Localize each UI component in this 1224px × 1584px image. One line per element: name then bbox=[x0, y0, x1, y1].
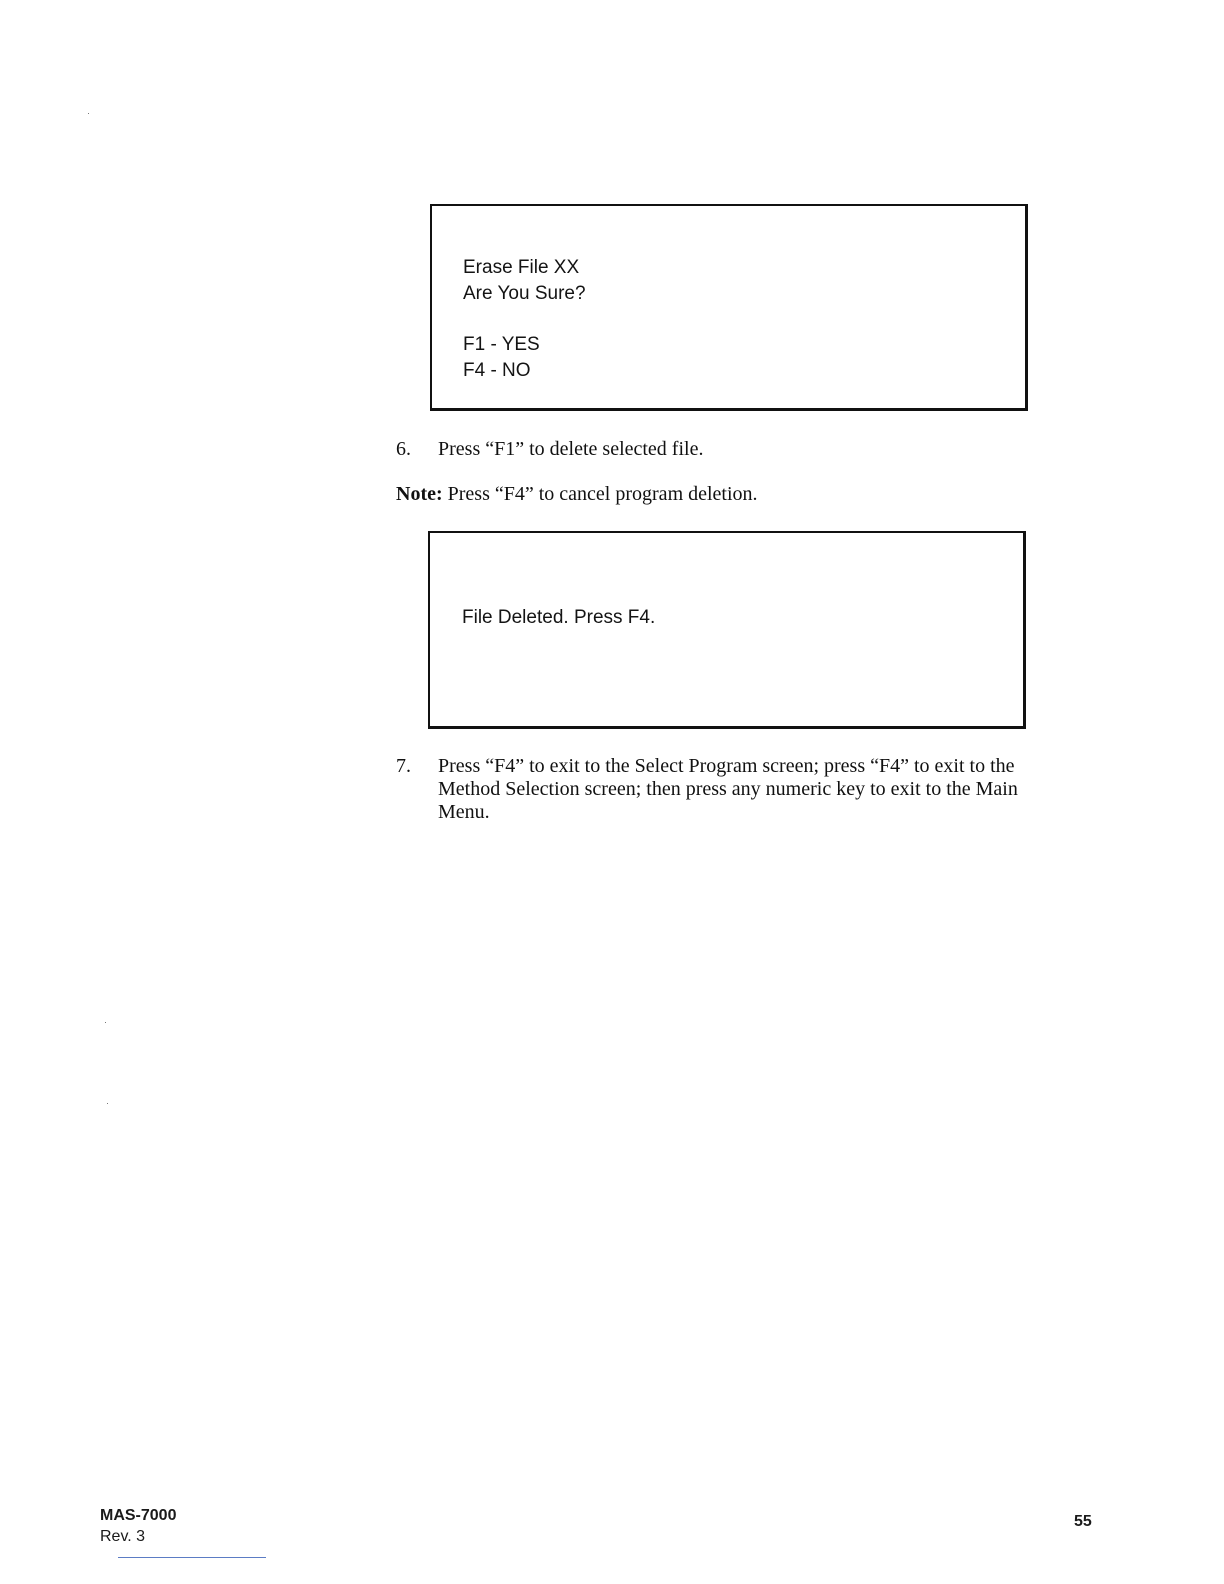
screen-line: F4 - NO bbox=[463, 360, 531, 381]
note-label: Note: bbox=[396, 483, 443, 505]
file-deleted-screen bbox=[428, 531, 1026, 729]
screen-line: File Deleted. Press F4. bbox=[462, 607, 656, 628]
scan-speck bbox=[105, 1022, 106, 1023]
page-number: 55 bbox=[1074, 1513, 1092, 1530]
erase-confirm-screen bbox=[430, 204, 1028, 411]
screen-line: F1 - YES bbox=[463, 334, 540, 355]
screen-line: Erase File XX bbox=[463, 257, 580, 278]
scan-speck bbox=[107, 1103, 108, 1104]
note bbox=[396, 483, 758, 506]
footer-doc-id: MAS-7000 bbox=[100, 1507, 177, 1524]
step-text: Press “F4” to exit to the Select Program screen; press “F4” to exit to the Method Selection screen; then press any numeric key to exit to the Main Menu. bbox=[438, 755, 1018, 823]
scan-speck bbox=[88, 113, 89, 114]
step-number: 7. bbox=[396, 755, 411, 777]
note-text: Press “F4” to cancel program deletion. bbox=[447, 483, 758, 505]
step-number: 6. bbox=[396, 438, 411, 460]
step-text: Press “F1” to delete selected file. bbox=[438, 438, 704, 460]
footer-rule bbox=[118, 1557, 266, 1558]
footer-revision: Rev. 3 bbox=[100, 1528, 146, 1545]
step-6 bbox=[396, 438, 1056, 464]
step-7 bbox=[396, 755, 1056, 830]
screen-line: Are You Sure? bbox=[463, 283, 586, 304]
